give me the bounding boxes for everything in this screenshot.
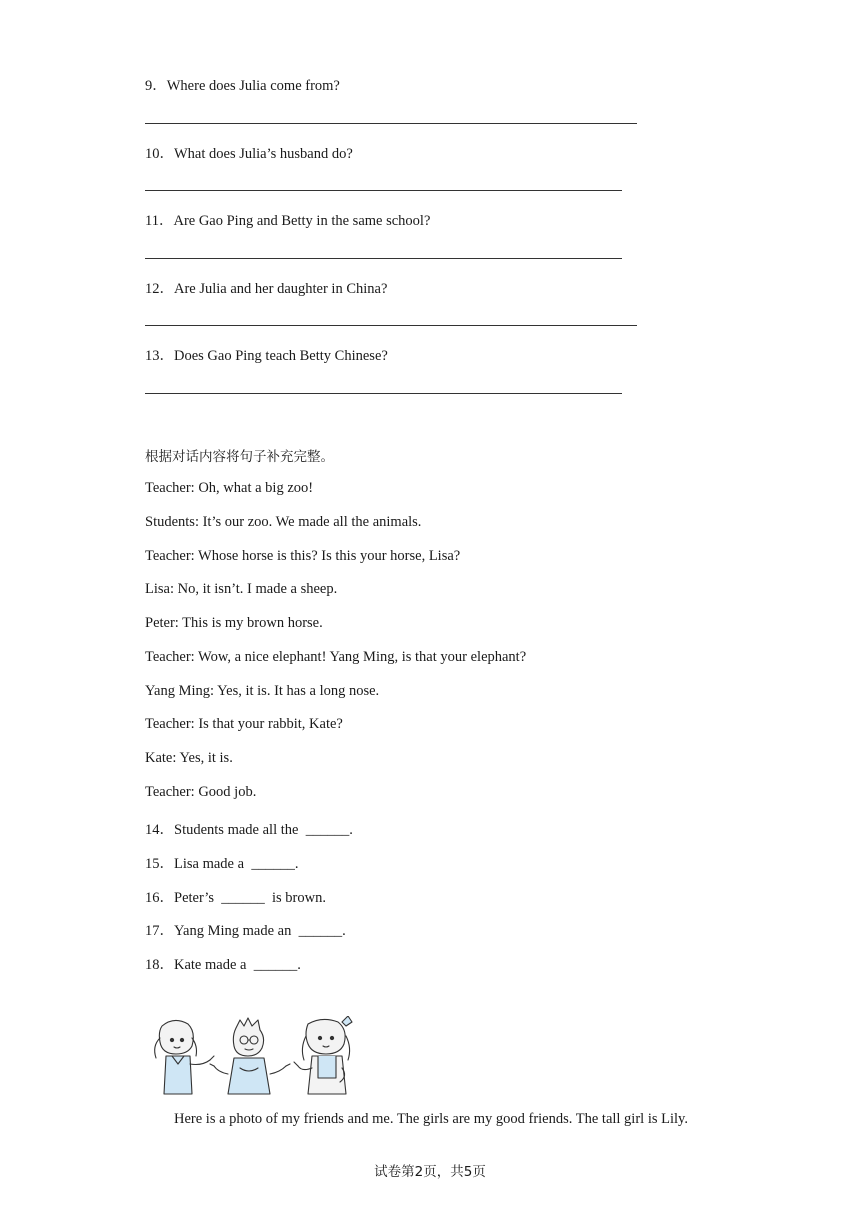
blank-field[interactable]: ______: [305, 822, 350, 838]
question-text-end: .: [349, 822, 353, 838]
question-number: 14: [145, 822, 160, 838]
dialogue-line: Teacher: Good job.: [145, 784, 257, 800]
question-text-end: is brown.: [272, 890, 326, 906]
boy-middle-figure: [210, 1018, 290, 1094]
question-number: 18: [145, 957, 160, 973]
question-text-end: .: [342, 923, 346, 939]
question-number: 16: [145, 890, 160, 906]
answer-line[interactable]: [145, 258, 622, 259]
question-9: 9．Where does Julia come from?: [145, 78, 340, 94]
question-text: Peter’s: [174, 890, 215, 906]
dialogue-line: Kate: Yes, it is.: [145, 750, 233, 766]
page-number-text: 试卷第2页，共5页: [374, 1164, 486, 1180]
question-number: 13: [145, 348, 160, 364]
question-text: Does Gao Ping teach Betty Chinese?: [174, 348, 388, 364]
dialogue-line: Peter: This is my brown horse.: [145, 615, 323, 631]
question-13: 13．Does Gao Ping teach Betty Chinese?: [145, 348, 388, 364]
question-number: 9: [145, 78, 153, 94]
dialogue-line: Yang Ming: Yes, it is. It has a long nose.: [145, 683, 380, 699]
question-text: Are Gao Ping and Betty in the same school?: [173, 213, 431, 229]
question-text: What does Julia’s husband do?: [174, 146, 353, 162]
question-number: 12: [145, 281, 160, 297]
question-12: 12．Are Julia and her daughter in China?: [145, 281, 388, 297]
question-text-end: .: [297, 957, 301, 973]
section-instruction: 根据对话内容将句子补充完整。: [145, 449, 334, 465]
question-text: Lisa made a: [174, 856, 245, 872]
dialogue-line: Students: It’s our zoo. We made all the animals.: [145, 514, 422, 530]
dialogue-line: Teacher: Whose horse is this? Is this your horse, Lisa?: [145, 548, 461, 564]
answer-line[interactable]: [145, 123, 637, 124]
blank-field[interactable]: ______: [251, 856, 295, 872]
question-number: 17: [145, 923, 160, 939]
dialogue-line: Lisa: No, it isn’t. I made a sheep.: [145, 581, 338, 597]
answer-line[interactable]: [145, 393, 622, 394]
girl-left-figure: [155, 1020, 214, 1094]
blank-field[interactable]: ______: [221, 890, 265, 906]
question-text: Students made all the: [174, 822, 299, 838]
girl-right-figure: [294, 1016, 352, 1094]
answer-line[interactable]: [145, 190, 622, 191]
question-15: 15．Lisa made a ______.: [145, 856, 299, 872]
question-18: 18．Kate made a ______.: [145, 957, 301, 973]
question-text: Kate made a: [174, 957, 247, 973]
passage-text: Here is a photo of my friends and me. The girls are my good friends. The tall girl is Lily.: [174, 1111, 688, 1127]
dialogue-line: Teacher: Is that your rabbit, Kate?: [145, 716, 343, 732]
question-14: 14．Students made all the ______.: [145, 822, 353, 838]
question-text-end: .: [294, 856, 299, 872]
page-footer: [0, 1160, 860, 1181]
question-number: 10: [145, 146, 160, 162]
question-16: 16．Peter’s ______ is brown.: [145, 890, 326, 906]
question-17: 17．Yang Ming made an ______.: [145, 923, 346, 939]
blank-field[interactable]: ______: [298, 923, 343, 939]
dialogue-line: Teacher: Wow, a nice elephant! Yang Ming, is that your elephant?: [145, 649, 527, 665]
children-illustration: [148, 1016, 368, 1098]
question-text: Where does Julia come from?: [166, 78, 340, 94]
question-11: 11．Are Gao Ping and Betty in the same school?: [145, 213, 431, 229]
answer-line[interactable]: [145, 325, 637, 326]
dialogue-line: Teacher: Oh, what a big zoo!: [145, 480, 314, 496]
question-number: 15: [145, 856, 160, 872]
question-text: Yang Ming made an: [174, 923, 292, 939]
question-10: 10．What does Julia’s husband do?: [145, 146, 353, 162]
blank-field[interactable]: ______: [253, 957, 298, 973]
question-number: 11: [145, 213, 159, 229]
question-text: Are Julia and her daughter in China?: [174, 281, 388, 297]
